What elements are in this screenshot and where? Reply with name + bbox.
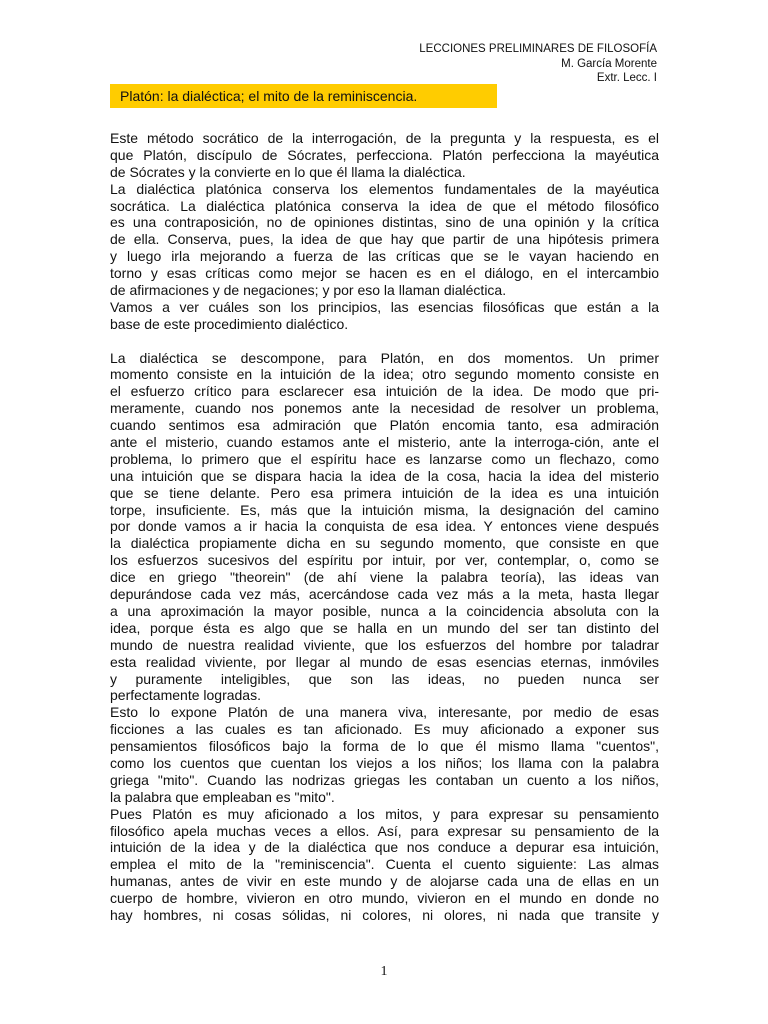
text-line: griega "mito". Cuando las nodrizas griegas les contaban un cuento a los niños, <box>110 771 659 788</box>
paragraph <box>110 704 659 805</box>
text-line: perfectamente logradas. <box>110 687 261 704</box>
text-line: emplea el mito de la "reminiscencia". Cuenta el cuento siguiente: Las almas <box>110 856 659 873</box>
text-line: de afirmaciones y de negaciones; y por eso la llaman dialéctica. <box>110 282 507 299</box>
text-line: de Sócrates y la convierte en lo que él llama la dialéctica. <box>110 163 466 180</box>
paragraph <box>110 350 659 705</box>
text-line: intuición de la idea y de la dialéctica que nos conduce a depurar esa intuición, <box>110 839 659 856</box>
text-line: problema, lo primero que el espíritu hace es lanzarse como un flechazo, como <box>110 450 659 467</box>
text-line: ficciones a las cuales es tan aficionado. Es muy aficionado a exponer sus <box>110 721 659 738</box>
page-number: 1 <box>380 964 388 979</box>
text-line: hay hombres, ni cosas sólidas, ni colores, ni olores, ni nada que transite y <box>110 906 659 923</box>
text-line: que se tiene delante. Pero esa primera intuición de la idea es una intuición <box>110 484 659 501</box>
text-line: el esfuerzo crítico para esclarecer esa intuición de la idea. De modo que pri- <box>110 383 659 400</box>
text-line: dice en griego "theorein" (de ahí viene la palabra teoría), las ideas van <box>110 569 659 586</box>
text-line: de ella. Conserva, pues, la idea de que hay que partir de una hipótesis primera <box>110 231 659 248</box>
text-line: momento consiste en la intuición de la idea; otro segundo momento consiste en <box>110 366 659 383</box>
text-line: Vamos a ver cuáles son los principios, las esencias filosóficas que están a la <box>110 298 659 315</box>
running-header <box>419 42 657 86</box>
text-line: base de este procedimiento dialéctico. <box>110 315 349 332</box>
text-line: y luego irla mejorando a fuerza de las críticas que se le vayan haciendo en <box>110 248 659 265</box>
text-line: torno y esas críticas como mejor se hacen es en el diálogo, en el intercambio <box>110 265 659 282</box>
text-line: por donde vamos a ir hacia la conquista de esa idea. Y entonces viene después <box>110 518 659 535</box>
header-extract-label: Extr. Lecc. I <box>596 72 657 84</box>
paragraph-gap <box>110 333 659 350</box>
text-line: meramente, cuando nos ponemos ante la necesidad de resolver un problema, <box>110 400 659 417</box>
paragraph <box>110 181 659 299</box>
header-author: M. García Morente <box>561 57 657 70</box>
text-line: idea, porque ésta es algo que se halla en un mundo del ser tan distinto del <box>110 619 659 636</box>
text-line: que Platón, discípulo de Sócrates, perfecciona. Platón perfecciona la mayéutica <box>110 146 659 163</box>
text-line: y puramente inteligibles, que son las ideas, no pueden nunca ser <box>110 670 659 687</box>
text-line: ante el misterio, cuando estamos ante el misterio, ante la interroga-ción, ante el <box>110 434 659 451</box>
text-line: mundo de nuestra realidad viviente, que los esfuerzos del hombre por taladrar <box>110 636 659 653</box>
text-line: La dialéctica se descompone, para Platón, en dos momentos. Un primer <box>110 349 659 366</box>
text-line: pensamientos filosóficos bajo la forma de lo que él mismo llama "cuentos", <box>110 738 659 755</box>
text-line: Pues Platón es muy aficionado a los mitos, y para expresar su pensamiento <box>110 805 659 822</box>
text-line: la palabra que empleaban es "mito". <box>110 788 335 805</box>
paragraph <box>110 299 659 333</box>
text-line: es una contraposición, no de opiniones distintas, sino de una opinión y la crítica <box>110 214 659 231</box>
text-line: la dialéctica propiamente dicha en su segundo momento, que consiste en que <box>110 535 659 552</box>
paragraph <box>110 806 659 924</box>
body-text <box>110 130 659 924</box>
text-line: a una aproximación la mayor posible, nunca a la coincidencia absoluta con la <box>110 602 659 619</box>
text-line: La dialéctica platónica conserva los elementos fundamentales de la mayéutica <box>110 180 659 197</box>
section-title: Platón: la dialéctica; el mito de la reminiscencia. <box>110 84 497 108</box>
text-line: esta realidad viviente, por llegar al mundo de esas esencias eternas, inmóviles <box>110 653 659 670</box>
header-book-title: LECCIONES PRELIMINARES DE FILOSOFÍA <box>419 43 657 55</box>
paragraph <box>110 130 659 181</box>
text-line: filosófico apela muchas veces a ellos. Así, para expresar su pensamiento de la <box>110 822 659 839</box>
text-line: como los cuentos que cuentan los viejos a los niños; los llama con la palabra <box>110 754 659 771</box>
text-line: Esto lo expone Platón de una manera viva, interesante, por medio de esas <box>110 704 659 721</box>
text-line: depurándose cada vez más, acercándose cada vez más a la meta, hasta llegar <box>110 586 659 603</box>
text-line: una intuición que se dispara hacia la idea de la cosa, hacia la idea del misterio <box>110 467 659 484</box>
text-line: cuando sentimos esa admiración que Platón encomia tanto, esa admiración <box>110 417 659 434</box>
text-line: cuerpo de hombre, vivieron en otro mundo, vivieron en el mundo en donde no <box>110 890 659 907</box>
text-line: los esfuerzos sucesivos del espíritu por intuir, por ver, contemplar, o, como se <box>110 552 659 569</box>
text-line: Este método socrático de la interrogación, de la pregunta y la respuesta, es el <box>110 130 659 146</box>
text-line: socrática. La dialéctica platónica conserva la idea de que el método filosófico <box>110 197 659 214</box>
text-line: torpe, insuficiente. Es, más que la intuición misma, la designación del camino <box>110 501 659 518</box>
text-line: humanas, antes de vivir en este mundo y de alojarse cada una de ellas en un <box>110 873 659 890</box>
